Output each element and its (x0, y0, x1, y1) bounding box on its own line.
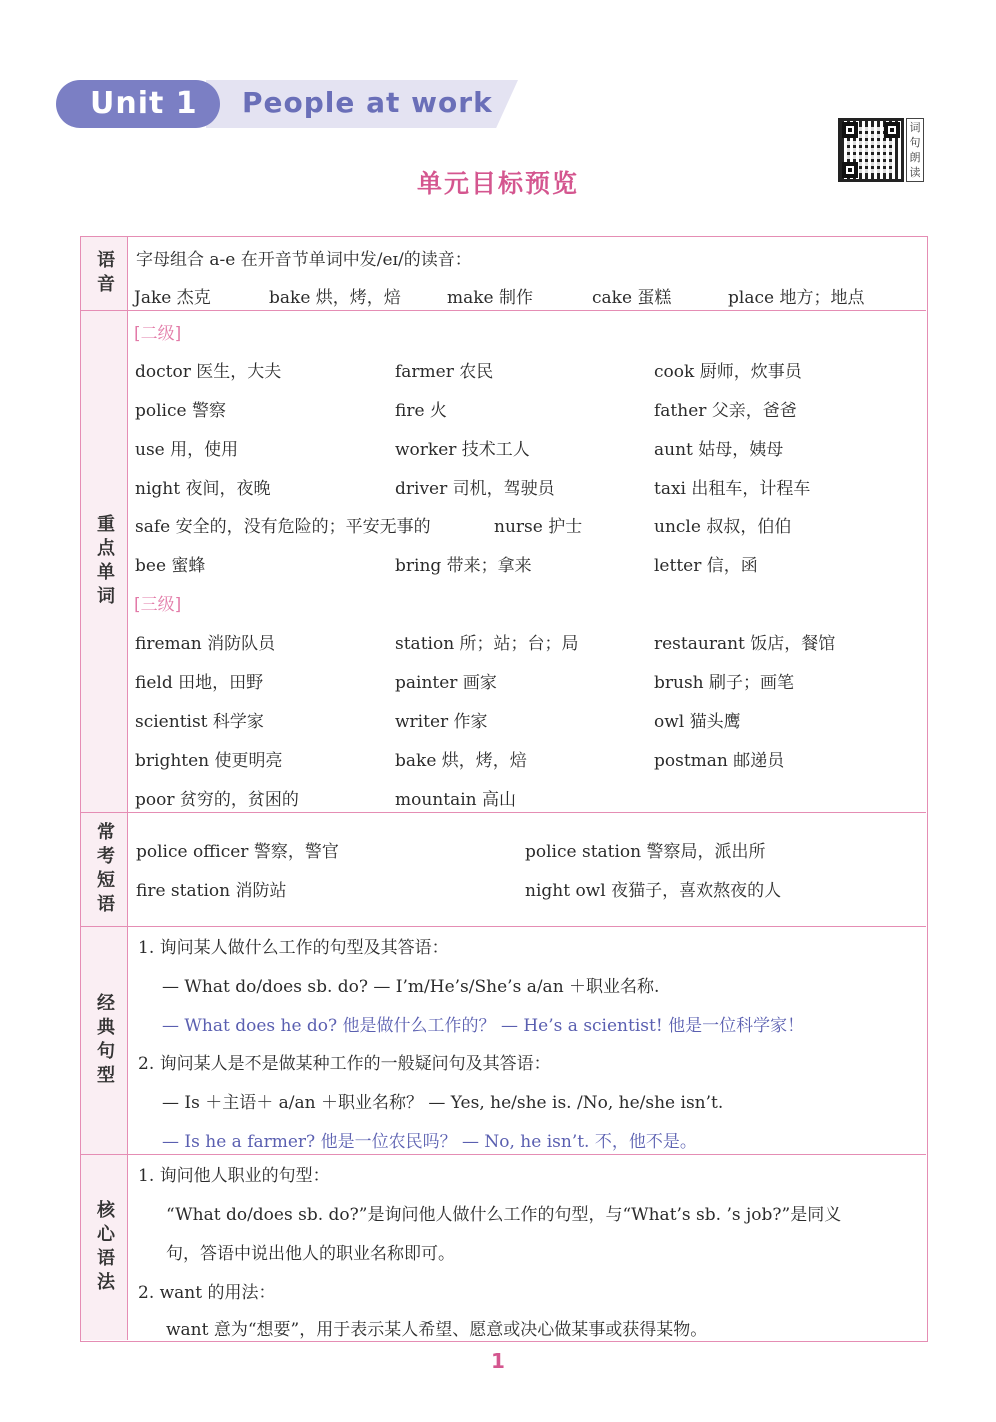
grammar-text: “What do/does sb. do?”是询问他人做什么工作的句型，与“What’s sb. ’s job?”是同义 (166, 1205, 842, 1225)
sentence-example: — What does he do? 他是做什么工作的？ — He’s a scientist! 他是一位科学家！ (162, 1016, 805, 1036)
phonics-intro: 字母组合 a-e 在开音节单词中发/eɪ/的读音： (136, 250, 472, 270)
sentence-pattern: — Is ＋主语＋ a/an ＋职业名称？ — Yes, he/she is. /No, he/she isn’t. (162, 1093, 724, 1113)
phrases-label: 常考短语 (94, 821, 115, 918)
grammar-row (81, 1155, 926, 1340)
vocab-item: bring 带来；拿来 (395, 556, 532, 576)
grammar-heading: 1. 询问他人职业的句型： (138, 1166, 330, 1186)
vocab-item: safe 安全的，没有危险的；平安无事的 (135, 517, 431, 537)
vocab-item: writer 作家 (395, 712, 488, 732)
unit-label: Unit 1 (90, 86, 198, 121)
vocab-item: station 所；站；台；局 (395, 634, 579, 654)
phonics-content (128, 237, 926, 310)
qr-finder (884, 122, 900, 138)
phrase-item: police station 警察局，派出所 (525, 842, 766, 862)
vocab-item: letter 信，函 (654, 556, 758, 576)
vocab-item: worker 技术工人 (395, 440, 530, 460)
phrases-content (128, 813, 926, 926)
phrase-item: night owl 夜猫子，喜欢熬夜的人 (525, 881, 782, 901)
vocab-item: painter 画家 (395, 673, 497, 693)
sentences-label: 经典句型 (94, 992, 115, 1089)
grammar-label: 核心语法 (94, 1199, 115, 1296)
vocab-item: driver 司机，驾驶员 (395, 479, 555, 499)
sentence-heading: 2. 询问某人是不是做某种工作的一般疑问句及其答语： (138, 1054, 551, 1074)
sentence-heading: 1. 询问某人做什么工作的句型及其答语： (138, 938, 449, 958)
level-tag: [二级] (134, 324, 182, 344)
phonics-label: 语音 (94, 249, 115, 298)
vocab-item: nurse 护士 (494, 517, 583, 537)
vocab-item: bee 蜜蜂 (135, 556, 206, 576)
grammar-heading: 2. want 的用法： (138, 1283, 276, 1303)
phonics-word: bake 烘，烤，焙 (269, 288, 401, 308)
key-words-content (128, 311, 926, 812)
vocab-item: fire 火 (395, 401, 447, 421)
key-words-label: 重点单词 (94, 513, 115, 610)
vocab-item: night 夜间，夜晚 (135, 479, 271, 499)
vocab-item: cook 厨师，炊事员 (654, 362, 802, 382)
level-tag: [三级] (134, 595, 182, 615)
sentence-pattern: — What do/does sb. do? — I’m/He’s/She’s a/an ＋职业名称. (162, 977, 660, 997)
grammar-content (128, 1155, 926, 1340)
vocab-item: restaurant 饭店，餐馆 (654, 634, 836, 654)
vocab-item: fireman 消防队员 (135, 634, 276, 654)
vocab-item: scientist 科学家 (135, 712, 264, 732)
phrase-item: fire station 消防站 (136, 881, 287, 901)
sentence-example: — Is he a farmer? 他是一位农民吗？ — No, he isn’t. 不，他不是。 (162, 1132, 697, 1152)
row-label-cell (81, 237, 128, 310)
vocab-item: farmer 农民 (395, 362, 494, 382)
sentences-content (128, 927, 926, 1154)
vocab-item: police 警察 (135, 401, 226, 421)
unit-title: People at work (242, 86, 493, 119)
vocab-item: field 田地，田野 (135, 673, 264, 693)
unit-banner (56, 80, 518, 128)
vocab-item: poor 贫穷的，贫困的 (135, 790, 299, 810)
vocab-item: use 用，使用 (135, 440, 239, 460)
phonics-row (81, 237, 926, 311)
phonics-word: cake 蛋糕 (592, 288, 672, 308)
phonics-word: Jake 杰克 (134, 288, 211, 308)
row-label-cell (81, 311, 128, 812)
qr-finder (842, 122, 858, 138)
section-heading: 单元目标预览 (416, 169, 579, 198)
vocab-item: father 父亲，爸爸 (654, 401, 797, 421)
vocab-item: doctor 医生，大夫 (135, 362, 282, 382)
page-number: 1 (491, 1349, 505, 1373)
vocab-item: brighten 使更明亮 (135, 751, 283, 771)
grammar-text: 句，答语中说出他人的职业名称即可。 (166, 1244, 455, 1264)
phonics-word: make 制作 (447, 288, 534, 308)
row-label-cell (81, 1155, 128, 1340)
vocab-item: bake 烘，烤，焙 (395, 751, 527, 771)
phrase-item: police officer 警察，警官 (136, 842, 339, 862)
qr-side-label: 词句朗读 (906, 118, 924, 182)
vocab-item: mountain 高山 (395, 790, 517, 810)
row-label-cell (81, 927, 128, 1154)
vocab-item: postman 邮递员 (654, 751, 785, 771)
grammar-text: want 意为“想要”，用于表示某人希望、愿意或决心做某事或获得某物。 (166, 1320, 708, 1340)
vocab-item: owl 猫头鹰 (654, 712, 741, 732)
vocab-item: aunt 姑母，姨母 (654, 440, 784, 460)
sentences-row (81, 927, 926, 1155)
vocab-item: taxi 出租车，计程车 (654, 479, 811, 499)
vocab-item: uncle 叔叔，伯伯 (654, 517, 792, 537)
phrases-row (81, 813, 926, 927)
key-words-row (81, 311, 926, 813)
row-label-cell (81, 813, 128, 926)
preview-table (80, 236, 928, 1342)
phonics-word: place 地方；地点 (728, 288, 865, 308)
vocab-item: brush 刷子；画笔 (654, 673, 795, 693)
